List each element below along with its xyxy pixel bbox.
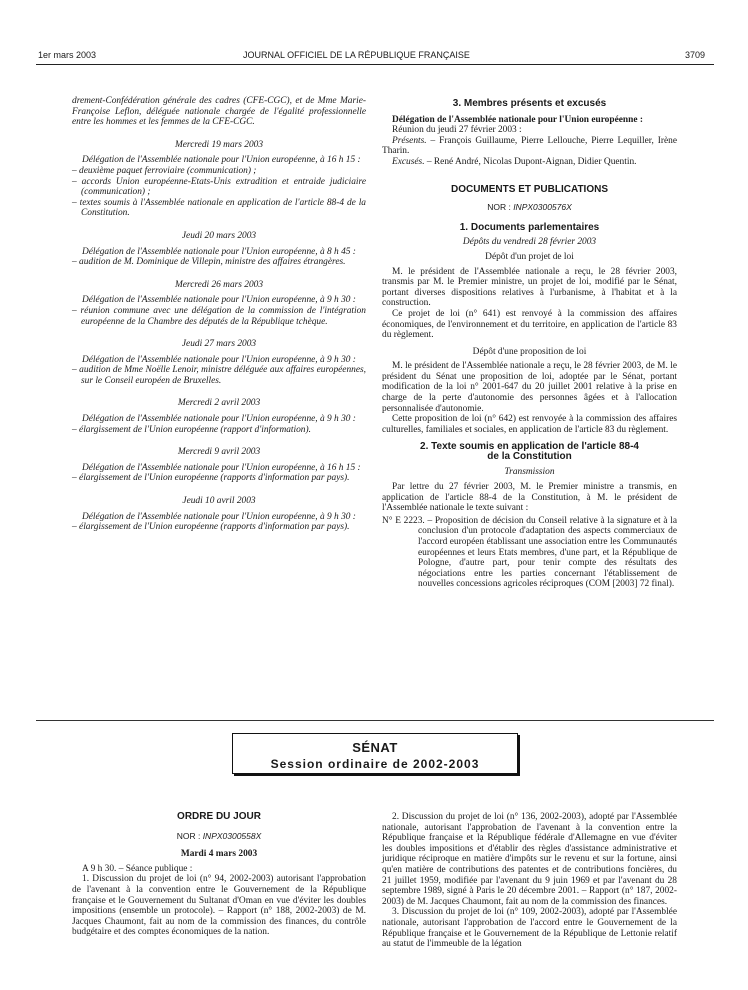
meetings-list: [72, 128, 366, 533]
transmission-heading: Transmission: [504, 467, 555, 478]
meeting-items: [72, 306, 366, 327]
ordre-item-1: 1. Discussion du projet de loi (n° 94, 2002-2003) autorisant l'approbation de l'avenant à la convention entre le Gouvernement de la République française et le Gouvernement du Sultanat d'Oman en vue d'éviter les doubles impositions (ensemble un protocole). – Rapport (n° 188, 2002-2003) de M. Jacques Chaumont, fait au nom de la commission des finances, du contrôle budgétaire et des comptes économiques de la nation.: [72, 874, 366, 938]
depot-proposition-heading: Dépôt d'une proposition de loi: [472, 346, 587, 357]
meeting-block: [72, 219, 366, 268]
meeting-block: [72, 435, 366, 484]
meeting-item: – textes soumis à l'Assemblée nationale en application de l'article 88-4 de la Constitution.: [72, 197, 366, 219]
item-text: – Proposition de décision du Conseil relative à la signature et à la conclusion d'un protocole d'adaptation des aspects commerciaux de l'accord européen établissant une association entre les Communautés européennes et leurs Etats membres, d'une part, et la République de Pologne, d'autre part, pour tenir compte des résultats des négociations entre les parties concernant l'établissement de nouvelles concessions agricoles réciproques (COM [2003] 72 final).: [418, 515, 677, 590]
meeting-date: Mercredi 9 avril 2003: [177, 447, 261, 458]
section1-title: 1. Documents parlementaires: [459, 221, 600, 233]
ordre-nor-label: NOR :: [176, 830, 203, 841]
meeting-block: [72, 386, 366, 435]
projet-paragraph-2: Ce projet de loi (n° 641) est renvoyé à la commission des affaires économiques, de l'environnement et du territoire, en application de l'article 83 du règlement.: [382, 308, 677, 341]
delegation-title: Délégation de l'Assemblée nationale pour l'Union européenne :: [392, 114, 643, 125]
meeting-delegation: Délégation de l'Assemblée nationale pour l'Union européenne, à 9 h 30 :: [82, 295, 356, 306]
ordre-du-jour-title: ORDRE DU JOUR: [177, 811, 261, 822]
meeting-date: Mercredi 26 mars 2003: [174, 279, 264, 290]
presents-label: Présents.: [392, 135, 427, 146]
senat-session: Session ordinaire de 2002-2003: [270, 757, 480, 771]
excuses-line: [382, 157, 677, 168]
meeting-block: [72, 128, 366, 219]
meeting-date: Jeudi 27 mars 2003: [181, 339, 257, 350]
header-date: 1er mars 2003: [38, 50, 97, 60]
presents-line: [382, 136, 677, 157]
reunion-date: Réunion du jeudi 27 février 2003 :: [392, 125, 522, 136]
meeting-items: [72, 425, 366, 436]
meeting-item: – élargissement de l'Union européenne (rapport d'information).: [72, 424, 311, 435]
meeting-delegation: Délégation de l'Assemblée nationale pour l'Union européenne, à 16 h 15 :: [82, 462, 361, 473]
meeting-delegation: Délégation de l'Assemblée nationale pour l'Union européenne, à 9 h 30 :: [82, 414, 356, 425]
right-top-column: [382, 99, 677, 590]
depot-projet-heading: Dépôt d'un projet de loi: [485, 251, 574, 262]
seance-date: Mardi 4 mars 2003: [180, 849, 258, 860]
meeting-items: [72, 257, 366, 268]
bottom-right-column: [382, 812, 677, 950]
meeting-items: [72, 365, 366, 386]
senat-title: SÉNAT: [352, 740, 398, 755]
depots-date: Dépôts du vendredi 28 février 2003: [462, 237, 597, 248]
section2-title-line1: 2. Texte soumis en application de l'article 88-4: [420, 441, 639, 453]
meeting-delegation: Délégation de l'Assemblée nationale pour l'Union européenne, à 16 h 15 :: [82, 155, 361, 166]
senat-banner: [232, 733, 518, 774]
item-e2223: [382, 516, 677, 590]
ordre-item-2: 2. Discussion du projet de loi (n° 136, 2002-2003), adopté par l'Assemblée nationale, autorisant l'approbation de l'avenant à la convention entre la République française et la République fédérale d'Allemagne en vue d'éviter les doubles impositions et d'établir des règles d'assistance administrative et juridique réciproque en matière d'impôts sur le revenu et sur la fortune, ainsi qu'en matière de contributions des patentes et de contributions foncières, du 21 juillet 1959, modifiée par l'avenant du 9 juin 1969 et par l'avenant du 28 septembre 1989, signé à Paris le 20 décembre 2001. – Rapport (n° 187, 2002-2003) de M. Jacques Chaumont, fait au nom de la commission des finances.: [382, 812, 677, 907]
meeting-items: [72, 473, 366, 484]
intro-paragraph: drement-Confédération générale des cadres (CFE-CGC), et de Mme Marie-Françoise Leflon, déléguée nationale chargée de l'égalité professionnelle entre les hommes et les femmes de la CFE-CGC.: [72, 96, 366, 128]
excuses-names: – René André, Nicolas Dupont-Aignan, Didier Quentin.: [424, 156, 637, 167]
meeting-block: [72, 484, 366, 533]
documents-nor: [382, 202, 677, 213]
proposition-paragraph-2: Cette proposition de loi (n° 642) est renvoyée à la commission des affaires culturelles, familiales et sociales, en application de l'article 83 du règlement.: [382, 414, 677, 435]
proposition-paragraph-1: M. le président de l'Assemblée nationale a reçu, le 28 février 2003, de M. le président du Sénat une proposition de loi, adoptée par le Sénat, portant modification de la loi n° 2001-647 du 20 juillet 2001 relative à la prise en charge de la perte d'autonomie des personnes âgées et à l'allocation personnalisée d'autonomie.: [382, 361, 677, 414]
meeting-date: Mercredi 2 avril 2003: [177, 398, 261, 409]
meeting-block: [72, 327, 366, 386]
transmission-paragraph: Par lettre du 27 février 2003, M. le Premier ministre a transmis, en application de l'article 88-4 de la Constitution, à M. le président de l'Assemblée nationale le texte suivant :: [382, 482, 677, 514]
ordre-nor-code: INPX0300558X: [202, 830, 262, 841]
header-journal-title: JOURNAL OFFICIEL DE LA RÉPUBLIQUE FRANÇAISE: [243, 50, 470, 60]
meeting-items: [72, 522, 366, 533]
meeting-item: – audition de M. Dominique de Villepin, ministre des affaires étrangères.: [72, 257, 346, 268]
header-page-number: 3709: [685, 50, 706, 60]
meeting-delegation: Délégation de l'Assemblée nationale pour l'Union européenne, à 9 h 30 :: [82, 511, 356, 522]
presents-names: – François Guillaume, Pierre Lellouche, Pierre Lequiller, Irène Tharin.: [382, 135, 677, 157]
projet-paragraph-1: M. le président de l'Assemblée nationale a reçu, le 28 février 2003, transmis par M. le Premier ministre, un projet de loi, modifié par le Sénat, portant diverses dispositions relatives à l'urbanisme, à l'habitat et à la construction.: [382, 266, 677, 309]
ordre-nor: [72, 831, 366, 842]
excuses-label: Excusés.: [392, 156, 425, 167]
senat-rule: [36, 720, 714, 721]
meeting-item: – réunion commune avec une délégation de la commission de l'intégration européenne de la Chambre des députés de la République tchèque.: [72, 305, 366, 327]
documents-title: DOCUMENTS ET PUBLICATIONS: [450, 183, 609, 195]
meeting-item: – élargissement de l'Union européenne (rapports d'information par pays).: [72, 473, 350, 484]
item-number: N° E 2223.: [382, 515, 425, 526]
bottom-left-column: [72, 812, 366, 938]
meeting-date: Jeudi 20 mars 2003: [181, 230, 257, 241]
meeting-items: [72, 166, 366, 219]
nor-label: NOR :: [487, 202, 514, 213]
meeting-delegation: Délégation de l'Assemblée nationale pour l'Union européenne, à 8 h 45 :: [82, 246, 356, 257]
meeting-date: Mercredi 19 mars 2003: [174, 139, 264, 150]
nor-code: INPX0300576X: [513, 202, 572, 213]
meeting-item: – accords Union européenne-Etats-Unis extradition et entraide judiciaire (communication) ;: [72, 176, 366, 198]
meeting-item: – deuxième paquet ferroviaire (communication) ;: [72, 165, 257, 176]
ordre-item-3: 3. Discussion du projet de loi (n° 109, 2002-2003), adopté par l'Assemblée nationale, autorisant l'approbation de l'accord entre le Gouvernement de la République française et le Gouvernement de la République de Lettonie relatif au statut de l'immeuble de la légation: [382, 907, 677, 950]
header-rule: [36, 64, 714, 65]
seance-heading: A 9 h 30. – Séance publique :: [82, 863, 193, 874]
section2-title-line2: de la Constitution: [487, 451, 572, 463]
left-top-column: [72, 96, 366, 533]
meeting-item: – élargissement de l'Union européenne (rapports d'information par pays).: [72, 522, 350, 533]
meeting-item: – audition de Mme Noëlle Lenoir, ministre déléguée aux affaires européennes, sur le Conseil européen de Bruxelles.: [72, 365, 366, 386]
section3-title: 3. Membres présents et excusés: [452, 98, 607, 109]
meeting-block: [72, 268, 366, 327]
meeting-date: Jeudi 10 avril 2003: [182, 496, 256, 507]
meeting-delegation: Délégation de l'Assemblée nationale pour l'Union européenne, à 9 h 30 :: [82, 354, 356, 365]
